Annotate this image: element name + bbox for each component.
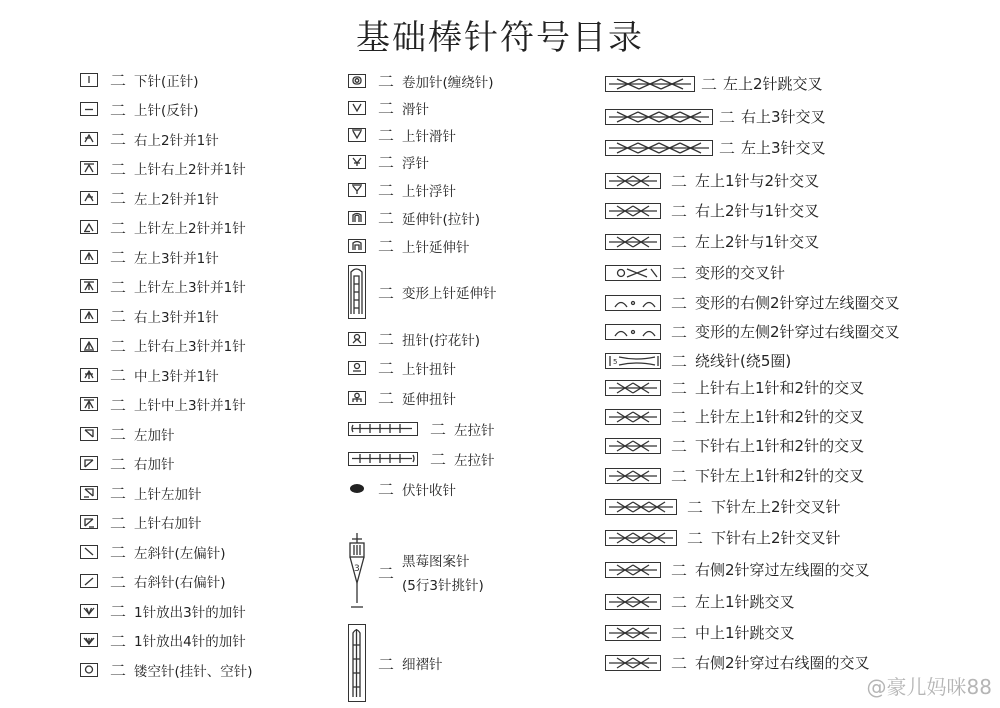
- symbol-label: 左加针: [134, 427, 175, 444]
- symbol-label: 左上1针与2针交叉: [695, 172, 820, 190]
- fine-pleat-icon: [348, 624, 366, 702]
- knit-left-1-2-cross-icon: [605, 468, 661, 484]
- symbol-row: [348, 417, 495, 440]
- symbol-row: [80, 658, 253, 681]
- equals-sign: 二: [671, 467, 688, 486]
- symbol-label: 上针右上1针和2针的交叉: [695, 379, 865, 397]
- symbol-label: 延伸针(拉针): [402, 211, 481, 228]
- symbol-label: 下针左上2针交叉针: [711, 498, 841, 516]
- symbol-row: [80, 245, 219, 268]
- equals-sign: 二: [378, 563, 395, 583]
- purl-right-2-tog-icon: [80, 161, 98, 175]
- symbol-row: [605, 376, 864, 399]
- equals-sign: 二: [110, 602, 127, 621]
- equals-sign: 二: [110, 130, 127, 149]
- purl-center-3-tog-icon: [80, 397, 98, 411]
- symbol-row: [348, 477, 456, 500]
- symbol-label: 绕线针(绕5圈): [695, 352, 792, 370]
- symbol-row: [348, 96, 429, 119]
- symbol-row: [348, 206, 480, 229]
- symbol-label: 右上3针并1针: [134, 309, 219, 326]
- purl-slip-stitch-icon: [348, 128, 366, 142]
- symbol-label: 滑针: [402, 101, 430, 118]
- equals-sign: 二: [110, 572, 127, 592]
- symbol-label: 右加针: [134, 457, 175, 473]
- symbol-row: [80, 186, 219, 209]
- symbol-row: [80, 216, 246, 239]
- symbol-label: 上针滑针: [402, 128, 457, 145]
- symbol-row: [605, 464, 864, 487]
- symbol-label: 卷加针(缠绕针): [402, 74, 494, 91]
- symbol-label: 右上2针与1针交叉: [695, 202, 820, 220]
- equals-sign: 二: [671, 264, 688, 283]
- equals-sign: 二: [110, 631, 127, 651]
- equals-sign: 二: [378, 359, 395, 378]
- equals-sign: 二: [671, 561, 688, 580]
- symbol-row: [80, 540, 226, 563]
- symbol-label: 下针右上2针交叉针: [711, 529, 841, 547]
- symbol-row: [605, 526, 841, 549]
- equals-sign: 二: [671, 437, 688, 456]
- equals-sign: 二: [430, 420, 447, 439]
- equals-sign: 二: [671, 379, 688, 398]
- equals-sign: 二: [110, 248, 127, 267]
- symbol-row: [348, 69, 494, 92]
- symbol-row: [348, 624, 443, 702]
- symbol-row: [80, 511, 202, 534]
- symbol-row: [80, 334, 246, 357]
- purl-icon: [80, 102, 98, 116]
- symbol-label: 上针(反针): [134, 103, 199, 119]
- symbol-label: 浮针: [402, 155, 430, 172]
- equals-sign: 二: [687, 498, 704, 517]
- symbol-row: [80, 452, 175, 475]
- symbol-label: 上针右加针: [134, 516, 202, 532]
- equals-sign: 二: [110, 484, 127, 503]
- symbol-label: 上针左上1针和2针的交叉: [695, 408, 865, 426]
- symbol-row: [605, 651, 870, 674]
- left-pull-2-icon: [348, 452, 418, 466]
- equals-sign: 二: [110, 218, 127, 238]
- equals-sign: 二: [378, 209, 395, 228]
- symbol-row: [348, 533, 484, 611]
- equals-sign: 二: [378, 99, 395, 118]
- float-stitch-icon: [348, 155, 366, 169]
- variant-left-2-through-icon: [605, 324, 661, 340]
- elongated-stitch-icon: [348, 211, 366, 225]
- symbol-label: 上针左加针: [134, 486, 202, 503]
- variant-purl-elongated-icon: [348, 265, 366, 319]
- elongated-twist-icon: [348, 391, 366, 405]
- symbol-label: 左上3针交叉: [741, 139, 826, 157]
- equals-sign: 二: [671, 233, 688, 252]
- right-2-through-right-icon: [605, 655, 661, 671]
- symbol-row: [348, 265, 497, 319]
- purl-left-1-2-cross-icon: [605, 409, 661, 425]
- symbol-label: 上针左上2针并1针: [134, 221, 246, 237]
- symbol-row: [605, 105, 826, 128]
- equals-sign: 二: [110, 189, 127, 208]
- equals-sign: 二: [110, 395, 127, 415]
- equals-sign: 二: [378, 283, 395, 303]
- symbol-label: 上针扭针: [402, 361, 457, 378]
- purl-twisted-stitch-icon: [348, 361, 366, 375]
- symbol-row: [605, 230, 819, 253]
- symbol-label: 1针放出4针的加针: [134, 634, 246, 650]
- symbol-label-sub: (5行3针挑针): [402, 578, 484, 594]
- symbol-label: 扭针(拧花针): [402, 332, 481, 349]
- knit-right-2-cross-icon: [605, 530, 677, 546]
- symbol-label: 右侧2针穿过右线圈的交叉: [695, 654, 870, 672]
- center-1-skip-cross-icon: [605, 625, 661, 641]
- symbol-row: [605, 169, 819, 192]
- equals-sign: 二: [110, 543, 127, 562]
- right-2-tog-icon: [80, 132, 98, 146]
- equals-sign: 二: [110, 159, 127, 179]
- purl-right-3-tog-icon: [80, 338, 98, 352]
- symbol-row: [80, 393, 246, 416]
- right-3-cross-icon: [605, 109, 713, 125]
- symbol-label: 中上3针并1针: [134, 368, 219, 385]
- symbol-label: 变形的交叉针: [695, 264, 786, 282]
- knit-icon: [80, 73, 98, 87]
- symbol-row: [80, 629, 246, 652]
- equals-sign: 二: [110, 71, 127, 90]
- symbol-label: 左拉针: [454, 422, 495, 439]
- symbol-label: 右上2针并1针: [134, 132, 219, 149]
- purl-elongated-stitch-icon: [348, 239, 366, 253]
- equals-sign: 二: [110, 336, 127, 356]
- equals-sign: 二: [110, 307, 127, 326]
- symbol-row: [605, 621, 795, 644]
- symbol-row: [605, 434, 864, 457]
- right-3-tog-icon: [80, 309, 98, 323]
- wrapped-stitch-icon: [348, 74, 366, 88]
- equals-sign: 二: [110, 366, 127, 385]
- equals-sign: 二: [719, 108, 736, 127]
- equals-sign: 二: [378, 72, 395, 91]
- symbol-label: 左上2针并1针: [134, 191, 219, 208]
- equals-sign: 二: [719, 139, 736, 158]
- equals-sign: 二: [378, 389, 395, 408]
- svg-text:3: 3: [354, 564, 360, 574]
- right-2-1-cross-icon: [605, 203, 661, 219]
- symbol-row: [348, 123, 456, 146]
- variant-cross-icon: [605, 265, 661, 281]
- symbol-row: [348, 150, 429, 173]
- symbol-label: 1针放出3针的加针: [134, 604, 246, 621]
- symbol-row: [80, 422, 175, 445]
- symbol-label: 下针右上1针和2针的交叉: [695, 437, 865, 455]
- left-2-skip-cross-icon: [605, 76, 695, 92]
- symbol-row: [80, 481, 202, 504]
- left-3-tog-icon: [80, 250, 98, 264]
- equals-sign: 二: [671, 408, 688, 427]
- symbol-label: 镂空针(挂针、空针): [134, 663, 253, 680]
- equals-sign: 二: [110, 277, 127, 297]
- equals-sign: 二: [378, 654, 395, 674]
- symbol-row: [80, 304, 219, 327]
- symbol-label: 变形的右侧2针穿过左线圈交叉: [695, 294, 900, 312]
- symbol-label: 左上2针与1针交叉: [695, 233, 820, 251]
- symbol-label: 细褶针: [402, 657, 443, 673]
- symbol-row: [80, 68, 199, 91]
- symbol-row: [605, 72, 823, 95]
- symbol-row: [348, 327, 480, 350]
- symbol-label: 上针右上3针并1针: [134, 339, 246, 355]
- equals-sign: 二: [110, 513, 127, 533]
- symbol-row: [605, 199, 819, 222]
- yarn-over-icon: [80, 663, 98, 677]
- symbol-row: [80, 157, 246, 180]
- symbol-label: 右上3针交叉: [741, 108, 826, 126]
- bobble-pattern-icon: [348, 533, 366, 611]
- symbol-row: [605, 590, 795, 613]
- equals-sign: 二: [378, 330, 395, 349]
- left-3-cross-icon: [605, 140, 713, 156]
- symbol-row: [605, 495, 841, 518]
- equals-sign: 二: [671, 654, 688, 673]
- equals-sign: 二: [701, 75, 718, 94]
- equals-sign: 二: [671, 294, 688, 313]
- symbol-row: [348, 386, 456, 409]
- symbol-label: 右侧2针穿过左线圈的交叉: [695, 561, 870, 579]
- equals-sign: 二: [671, 624, 688, 643]
- equals-sign: 二: [378, 126, 395, 145]
- variant-right-2-through-icon: [605, 295, 661, 311]
- symbol-label: 中上1针跳交叉: [695, 624, 795, 642]
- purl-float-stitch-icon: [348, 183, 366, 197]
- symbol-label: 左上3针并1针: [134, 250, 219, 267]
- symbol-row: [605, 405, 864, 428]
- symbol-label: 下针左上1针和2针的交叉: [695, 467, 865, 485]
- left-slant-icon: [80, 545, 98, 559]
- symbol-label: 伏针收针: [402, 482, 457, 499]
- knit-right-1-2-cross-icon: [605, 438, 661, 454]
- purl-left-increase-icon: [80, 486, 98, 500]
- equals-sign: 二: [687, 529, 704, 548]
- symbol-label: 上针中上3针并1针: [134, 398, 246, 414]
- symbol-label: 黑莓图案针: [402, 554, 470, 570]
- symbol-label: 上针延伸针: [402, 239, 470, 256]
- slip-stitch-icon: [348, 101, 366, 115]
- symbol-label: 左上2针跳交叉: [723, 75, 823, 93]
- watermark: @豪儿妈咪88: [866, 675, 992, 699]
- equals-sign: 二: [110, 661, 127, 680]
- equals-sign: 二: [378, 181, 395, 200]
- symbol-label: 延伸扭针: [402, 391, 457, 408]
- equals-sign: 二: [110, 425, 127, 444]
- symbol-label: 左上1针跳交叉: [695, 593, 795, 611]
- one-to-three-icon: [80, 604, 98, 618]
- left-pull-icon: [348, 422, 418, 436]
- equals-sign: 二: [378, 153, 395, 172]
- symbol-row: [605, 136, 826, 159]
- equals-sign: 二: [110, 100, 127, 120]
- symbol-label: 下针(正针): [134, 73, 199, 90]
- equals-sign: 二: [671, 323, 688, 342]
- symbol-row: [80, 570, 226, 593]
- symbol-row: [80, 127, 219, 150]
- symbol-label: 变形的左侧2针穿过右线圈交叉: [695, 323, 900, 341]
- symbol-row: [605, 558, 870, 581]
- symbol-row: [348, 234, 470, 257]
- purl-right-increase-icon: [80, 515, 98, 529]
- equals-sign: 二: [378, 237, 395, 256]
- equals-sign: 二: [671, 593, 688, 612]
- symbol-row: [605, 261, 785, 284]
- equals-sign: 二: [671, 352, 688, 371]
- purl-left-3-tog-icon: [80, 279, 98, 293]
- symbol-row: [80, 98, 199, 121]
- symbol-row: [80, 275, 246, 298]
- symbol-row: [605, 349, 791, 372]
- purl-right-1-2-cross-icon: [605, 380, 661, 396]
- symbol-label: 上针浮针: [402, 183, 457, 200]
- right-2-through-left-icon: [605, 562, 661, 578]
- symbol-label: 左拉针: [454, 452, 495, 469]
- knit-left-2-cross-icon: [605, 499, 677, 515]
- equals-sign: 二: [671, 172, 688, 191]
- equals-sign: 二: [430, 450, 447, 469]
- symbol-row: [348, 447, 495, 470]
- symbol-row: [348, 356, 456, 379]
- left-1-skip-cross-icon: [605, 594, 661, 610]
- symbol-row: [80, 363, 219, 386]
- twisted-stitch-icon: [348, 332, 366, 346]
- bind-off-icon: [350, 484, 364, 493]
- right-slant-icon: [80, 574, 98, 588]
- symbol-row: [605, 320, 900, 343]
- left-increase-icon: [80, 427, 98, 441]
- left-1-2-cross-icon: [605, 173, 661, 189]
- center-3-tog-icon: [80, 368, 98, 382]
- symbol-label: 右斜针(右偏针): [134, 575, 226, 591]
- svg-text:5: 5: [613, 357, 618, 366]
- right-increase-icon: [80, 456, 98, 470]
- left-2-1-cross-icon: [605, 234, 661, 250]
- equals-sign: 二: [671, 202, 688, 221]
- symbol-row: [80, 599, 246, 622]
- equals-sign: 二: [110, 454, 127, 474]
- symbol-row: [605, 291, 900, 314]
- purl-left-2-tog-icon: [80, 220, 98, 234]
- wrap-5-icon: [605, 353, 661, 369]
- symbol-row: [348, 178, 456, 201]
- symbol-label: 左斜针(左偏针): [134, 545, 226, 562]
- equals-sign: 二: [378, 480, 395, 499]
- symbol-label: 上针左上3针并1针: [134, 280, 246, 296]
- left-2-tog-icon: [80, 191, 98, 205]
- page-title: 基础棒针符号目录: [356, 18, 644, 58]
- symbol-label: 上针右上2针并1针: [134, 162, 246, 178]
- symbol-label: 变形上针延伸针: [402, 286, 497, 302]
- one-to-four-icon: [80, 633, 98, 647]
